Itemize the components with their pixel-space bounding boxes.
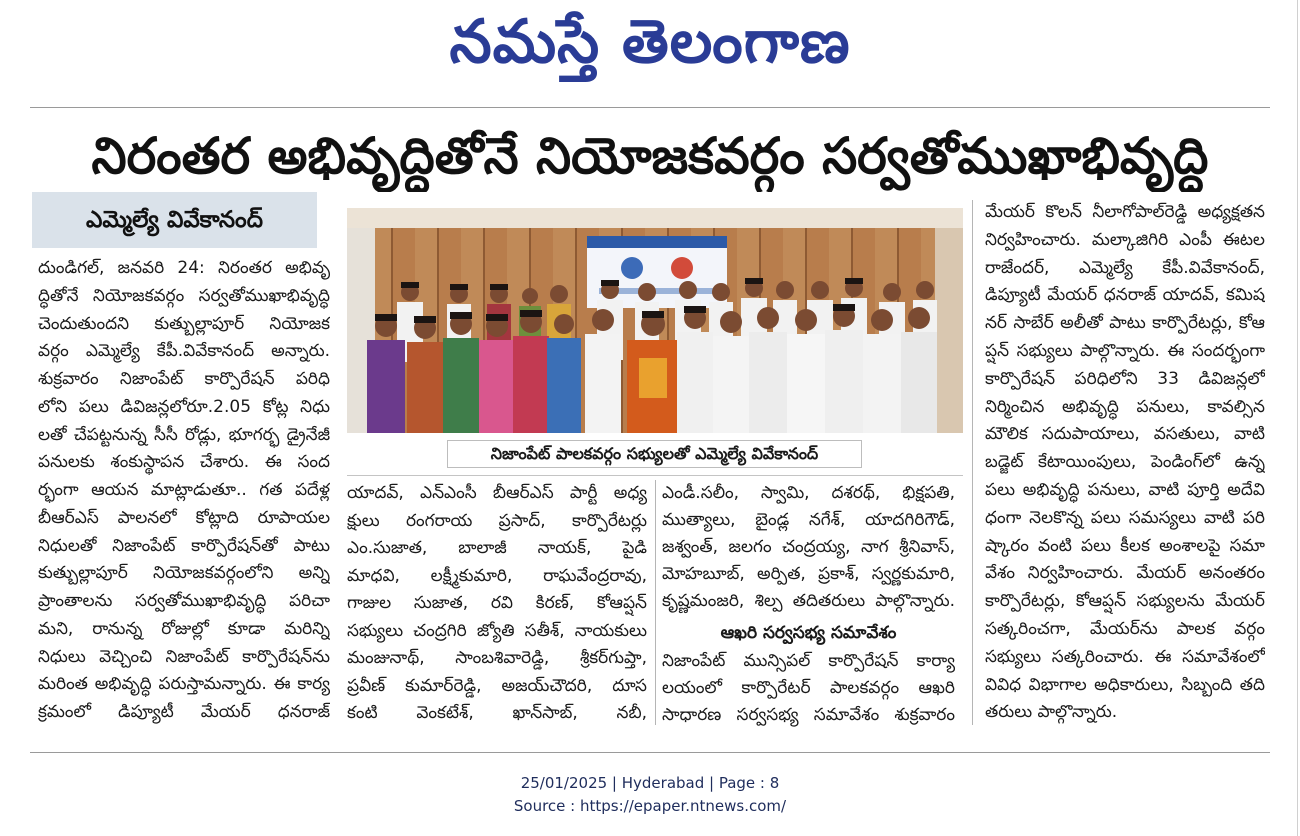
column-divider: [655, 480, 656, 725]
photo-people-front-row: [367, 304, 937, 433]
article-column-3-top: [662, 480, 955, 615]
article-line: నిధులు వెచ్చించి నిజాంపేట్ కార్పొరేషన్‌ను: [38, 646, 330, 667]
article-line: ప్షన్ సభ్యులు పాల్గొన్నారు. ఈ సందర్భంగా: [985, 340, 1265, 361]
article-column-2: [347, 480, 647, 728]
article-line: మౌలిక సదుపాయాలు, వసతులు, వాటి: [985, 424, 1265, 445]
article-line: మోహబూబ్, అర్పిత, ప్రకాశ్, స్వర్ణకుమారి,: [662, 564, 955, 584]
article-line: నిర్మించిన అభివృద్ధి పనులు, కావల్సిన: [985, 396, 1265, 417]
article-line: మాధవి, లక్ష్మీకుమారి, రాఘవేంద్రరావు,: [347, 565, 647, 586]
article-line: క్షులు రంగరాయ ప్రసాద్, కార్పొరేటర్లు: [347, 510, 647, 531]
article-line: నిధులతో నిజాంపేట్ కార్పొరేషన్‌తో పాటు: [38, 535, 330, 556]
article-line: తరులు పాల్గొన్నారు.: [985, 702, 1118, 723]
article-line: బడ్జెట్ కేటాయింపులు, పెండింగ్‌లో ఉన్న: [985, 452, 1265, 473]
article-line: కంటి వెంకటేశ్, ఖాన్‌సాబ్, నబీ,: [347, 703, 647, 723]
article-line: నిజాంపేట్ మున్సిపల్ కార్పొరేషన్ కార్యా: [662, 651, 955, 671]
article-line: మేయర్ కొలన్ నీలాగోపాల్‌రెడ్డి అధ్యక్షతన: [985, 202, 1265, 222]
article-line: సభ్యులు చంద్రగిరి జ్యోతి సతీశ్, నాయకులు: [347, 620, 647, 641]
article-line: ఎండీ.సలీం, స్వామి, దశరథ్, భిక్షపతి,: [662, 483, 955, 503]
article-line: క్రమంలో డిప్యూటీ మేయర్ ధనరాజ్: [38, 702, 330, 722]
article-line: డిప్యూటీ మేయర్ ధనరాజ్ యాదవ్, కమిష: [985, 285, 1265, 306]
article-line: ముత్యాలు, బైండ్ల నగేశ్, యాదగిరిగౌడ్,: [662, 510, 955, 530]
article-line: లయంలో కార్పొరేటర్ పాలకవర్గం ఆఖరి: [662, 678, 955, 698]
article-line: పనులకు శంకుస్థాపన చేశారు. ఈ సంద: [38, 452, 330, 473]
article-column-1: [38, 255, 330, 727]
group-photo: [347, 208, 963, 433]
article-line: చెందుతుందని కుత్బుల్లాపూర్ నియోజక: [38, 313, 330, 334]
article-line: సత్కరించగా, మేయర్‌ను పాలక వర్గం: [985, 618, 1265, 639]
column-divider: [972, 200, 973, 725]
photo-caption: నిజాంపేట్ పాలకవర్గం సభ్యులతో ఎమ్మెల్యే వివేకానంద్: [447, 440, 862, 468]
article-line: వివిధ విభాగాల అధికారులు, సిబ్బంది తది: [985, 674, 1265, 695]
headline: నిరంతర అభివృద్ధితోనే నియోజకవర్గం సర్వతోముఖాభివృద్ధి: [91, 127, 1209, 185]
article-line: ధంగా నెలకొన్న పలు సమస్యలు వాటి పరి: [985, 507, 1265, 528]
article-line: వర్గం ఎమ్మెల్యే కేపీ.వివేకానంద్ అన్నారు.: [38, 341, 330, 362]
article-line: సాధారణ సర్వసభ్య సమావేశం శుక్రవారం: [662, 705, 955, 725]
newspaper-masthead: నమస్తే తెలంగాణ: [449, 7, 851, 77]
masthead-divider: [30, 107, 1270, 108]
footer-divider: [30, 752, 1270, 753]
article-line: మంజునాథ్, సాంబశివారెడ్డి, శ్రీకర్‌గుప్తా,: [347, 648, 647, 668]
source-link[interactable]: Source : https://epaper.ntnews.com/: [513, 797, 787, 815]
article-line: పలు అభివృద్ధి పనులు, వాటి పూర్తి అదేవి: [985, 479, 1265, 500]
article-column-4: [985, 199, 1265, 727]
article-line: జశ్వంత్, జలగం చంద్రయ్య, నాగ శ్రీనివాస్,: [662, 537, 955, 557]
article-line: గాజుల సుజాత, రవి కిరణ్, కోఆప్షన్: [347, 593, 647, 613]
article-line: లతో చేపట్టనున్న సీసీ రోడ్లు, భూగర్భ డ్రైనేజీ: [38, 424, 330, 445]
article-line: లోని పలు డివిజన్లలోరూ.2.05 కోట్ల నిధు: [38, 396, 330, 417]
article-line: కార్పొరేటర్లు, కోఆప్షన్ సభ్యులను మేయర్: [985, 591, 1265, 612]
article-line: యాదవ్, ఎన్ఎంసీ బీఆర్ఎస్ పార్టీ అధ్య: [347, 483, 647, 503]
article-line: మని, రానున్న రోజుల్లో కూడా మరిన్ని: [38, 618, 330, 639]
page-edge: [1297, 0, 1298, 836]
article-line: బీఆర్ఎస్ పాలనలో కోట్లాది రూపాయల: [38, 507, 330, 528]
article-line: దుండిగల్, జనవరి 24: నిరంతర అభివృ: [38, 258, 330, 278]
article-line: కృష్ణమంజరి, శిల్ప తదితరులు పాల్గొన్నారు.: [662, 591, 955, 611]
article-line: నిర్వహించారు. మల్కాజిగిరి ఎంపీ ఈటల: [985, 229, 1265, 250]
article-line: ప్రవీణ్ కుమార్‌రెడ్డి, అజయ్‌చౌదరి, దూస: [347, 675, 647, 696]
byline-box: ఎమ్మెల్యే వివేకానంద్: [32, 192, 317, 248]
article-line: ర్భంగా ఆయన మాట్లాడుతూ.. గత పదేళ్ల: [38, 480, 330, 500]
article-line: నర్ సాబేర్ అలీతో పాటు కార్పొరేటర్లు, కోఆ: [985, 313, 1265, 334]
article-line: ష్కారం వంటి పలు కీలక అంశాలపై సమా: [985, 535, 1265, 556]
article-line: ద్ధితోనే నియోజకవర్గం సర్వతోముఖాభివృద్ధి: [38, 285, 330, 306]
article-line: వేశం నిర్వహించారు. మేయర్ అనంతరం: [985, 563, 1265, 584]
section-subheading: ఆఖరి సర్వసభ్య సమావేశం: [720, 623, 897, 643]
article-line: కుత్బుల్లాపూర్ నియోజకవర్గంలోని అన్ని: [38, 563, 330, 584]
article-line: కార్పొరేషన్ పరిధిలోని 33 డివిజన్లలో: [985, 368, 1265, 389]
article-line: ప్రాంతాలను సర్వతోముఖాభివృద్ధి పరిచా: [38, 591, 330, 611]
article-column-3-bottom: [662, 648, 955, 729]
article-line: సభ్యులు సత్కరించారు. ఈ సమావేశంలో: [985, 646, 1265, 667]
article-line: శుక్రవారం నిజాంపేట్ కార్పొరేషన్ పరిధి: [38, 369, 330, 389]
edition-info: 25/01/2025 | Hyderabad | Page : 8: [520, 774, 780, 792]
caption-divider: [347, 475, 963, 476]
article-line: ఎం.సుజాత, బాలాజీ నాయక్, పైడి: [347, 538, 647, 558]
article-line: మరింత అభివృద్ధి పరుస్తామన్నారు. ఈ కార్య: [38, 674, 330, 695]
article-line: రాజేందర్, ఎమ్మెల్యే కేపీ.వివేకానంద్,: [985, 257, 1265, 278]
